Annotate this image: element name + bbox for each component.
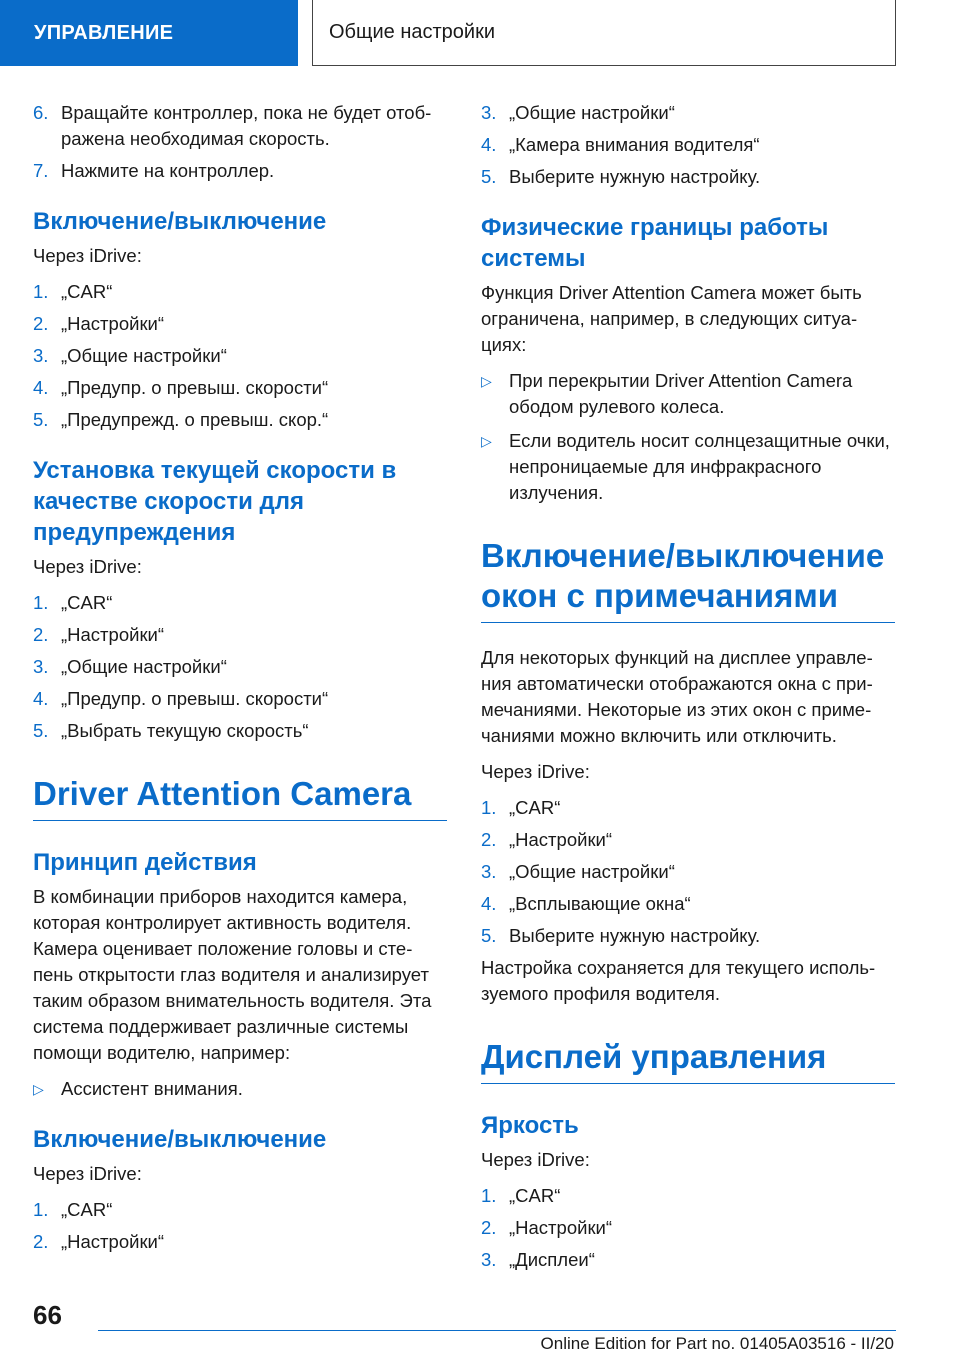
step-text: „Настройки“ [61, 313, 165, 334]
steps-set-speed [33, 590, 447, 744]
step-number: 4. [33, 688, 49, 709]
step-number: 1. [33, 592, 49, 613]
chapter-title: Общие настройки [329, 21, 495, 43]
step-number: 2. [33, 1231, 49, 1252]
step-number: 1. [33, 281, 49, 302]
list-item [481, 859, 895, 885]
step-text: Выберите нужную настройку. [509, 925, 761, 946]
list-item [481, 164, 895, 190]
step-number: 2. [33, 624, 49, 645]
step-number: 6. [33, 102, 49, 123]
chapter-tab [312, 0, 896, 66]
principle-bullets [33, 1076, 447, 1102]
step-text: „CAR“ [61, 592, 113, 613]
list-item [33, 718, 447, 744]
step-text: „Предупрежд. о превыш. скор.“ [61, 409, 329, 430]
step-text: „Всплывающие окна“ [509, 893, 691, 914]
list-item [481, 827, 895, 853]
steps-onoff-2 [33, 1197, 447, 1255]
notes-text: Для некоторых функций на дисплее управле-ния автоматически отображаются окна с при-мечаниями. Некоторые из этих окон с приме-чаниями можно включить или отключить. [481, 647, 873, 746]
step-text: „Предупр. о превыш. скорости“ [61, 377, 329, 398]
bullet-item [481, 368, 895, 420]
step-number: 2. [481, 829, 497, 850]
bullet-text: Если водитель носит солнцезащитные очки, непроницаемые для инфракрасного излучения. [509, 430, 890, 503]
step-number: 1. [33, 1199, 49, 1220]
step-number: 2. [481, 1217, 497, 1238]
list-item [33, 100, 447, 152]
list-item [33, 343, 447, 369]
step-text: „Общие настройки“ [61, 656, 227, 677]
step-number: 4. [33, 377, 49, 398]
step-number: 7. [33, 160, 49, 181]
list-item [481, 132, 895, 158]
heading-set-speed: Установка текущей скорости в качестве скорости для предупреждения [33, 457, 397, 546]
list-item [481, 1183, 895, 1209]
heading-notes-windows: Включение/выключение окон с примечаниями [481, 536, 895, 623]
triangle-right-outline-icon: ▷ [33, 1081, 44, 1097]
section-title: УПРАВЛЕНИЕ [34, 21, 174, 44]
step-number: 5. [481, 925, 497, 946]
list-item [33, 686, 447, 712]
triangle-right-outline-icon: ▷ [481, 433, 492, 449]
via-idrive-1: Через iDrive: [33, 245, 142, 266]
heading-driver-attention-camera: Driver Attention Camera [33, 774, 447, 821]
step-number: 3. [33, 656, 49, 677]
bullet-text: Ассистент внимания. [61, 1078, 243, 1099]
notes-saved-text: Настройка сохраняется для текущего исполь-зуемого профиля водителя. [481, 957, 876, 1004]
heading-onoff-1: Включение/выключение [33, 208, 327, 235]
step-text: „Камера внимания водителя“ [509, 134, 760, 155]
steps-notes [481, 795, 895, 949]
step-number: 5. [33, 409, 49, 430]
list-item [33, 622, 447, 648]
list-item [481, 891, 895, 917]
step-number: 1. [481, 1185, 497, 1206]
steps-top [33, 100, 447, 184]
steps-continued [481, 100, 895, 190]
list-item [33, 1229, 447, 1255]
bullet-item [33, 1076, 447, 1102]
heading-limits: Физические границы работы системы [481, 214, 829, 272]
step-text: Выберите нужную настройку. [509, 166, 761, 187]
step-number: 5. [33, 720, 49, 741]
heading-display: Дисплей управления [481, 1037, 895, 1084]
step-number: 5. [481, 166, 497, 187]
list-item [33, 279, 447, 305]
step-number: 3. [481, 102, 497, 123]
list-item [481, 100, 895, 126]
principle-text: В комбинации приборов находится камера, которая контролирует активность водителя. Камера оценивает положение головы и сте-пень открытости глаз водителя и анализирует таким образом внимательность водителя. Эта система поддерживает различные системы помощи водителю, например: [33, 886, 432, 1063]
list-item [481, 1215, 895, 1241]
steps-brightness [481, 1183, 895, 1273]
left-column [33, 100, 447, 1261]
via-idrive-2: Через iDrive: [33, 556, 142, 577]
step-number: 1. [481, 797, 497, 818]
step-number: 4. [481, 134, 497, 155]
heading-brightness: Яркость [481, 1112, 579, 1139]
page-number: 66 [33, 1300, 62, 1330]
step-text: Нажмите на контроллер. [61, 160, 275, 181]
section-tab [0, 0, 298, 66]
step-text: „Настройки“ [61, 1231, 165, 1252]
step-text: „Общие настройки“ [61, 345, 227, 366]
footer-divider [98, 1330, 896, 1331]
step-text: „Настройки“ [61, 624, 165, 645]
via-idrive-5: Через iDrive: [481, 1149, 590, 1170]
list-item [33, 590, 447, 616]
step-text: „CAR“ [509, 1185, 561, 1206]
list-item [33, 375, 447, 401]
step-text: „Настройки“ [509, 829, 613, 850]
list-item [481, 923, 895, 949]
list-item [33, 311, 447, 337]
list-item [33, 158, 447, 184]
step-text: „Настройки“ [509, 1217, 613, 1238]
step-number: 3. [481, 861, 497, 882]
step-text: Вращайте контроллер, пока не будет отоб-ражена необходимая скорость. [61, 102, 432, 149]
step-text: „Дисплеи“ [509, 1249, 595, 1270]
list-item [481, 795, 895, 821]
limits-bullets [481, 368, 895, 506]
list-item [33, 1197, 447, 1223]
list-item [33, 654, 447, 680]
steps-onoff-1 [33, 279, 447, 433]
via-idrive-3: Через iDrive: [33, 1163, 142, 1184]
bullet-text: При перекрытии Driver Attention Camera ободом рулевого колеса. [509, 370, 853, 417]
step-number: 3. [481, 1249, 497, 1270]
step-text: „Выбрать текущую скорость“ [61, 720, 309, 741]
step-number: 3. [33, 345, 49, 366]
right-column [481, 100, 895, 1279]
step-text: „Общие настройки“ [509, 861, 675, 882]
step-number: 4. [481, 893, 497, 914]
step-text: „Предупр. о превыш. скорости“ [61, 688, 329, 709]
bullet-item [481, 428, 895, 506]
step-number: 2. [33, 313, 49, 334]
via-idrive-4: Через iDrive: [481, 761, 590, 782]
step-text: „Общие настройки“ [509, 102, 675, 123]
list-item [481, 1247, 895, 1273]
footer-edition: Online Edition for Part no. 01405A03516 - II/20 [540, 1334, 894, 1353]
step-text: „CAR“ [509, 797, 561, 818]
triangle-right-outline-icon: ▷ [481, 373, 492, 389]
list-item [33, 407, 447, 433]
heading-principle: Принцип действия [33, 849, 257, 876]
step-text: „CAR“ [61, 281, 113, 302]
limits-text: Функция Driver Attention Camera может быть ограничена, например, в следующих ситуа-циях: [481, 282, 862, 355]
heading-onoff-2: Включение/выключение [33, 1126, 327, 1153]
step-text: „CAR“ [61, 1199, 113, 1220]
